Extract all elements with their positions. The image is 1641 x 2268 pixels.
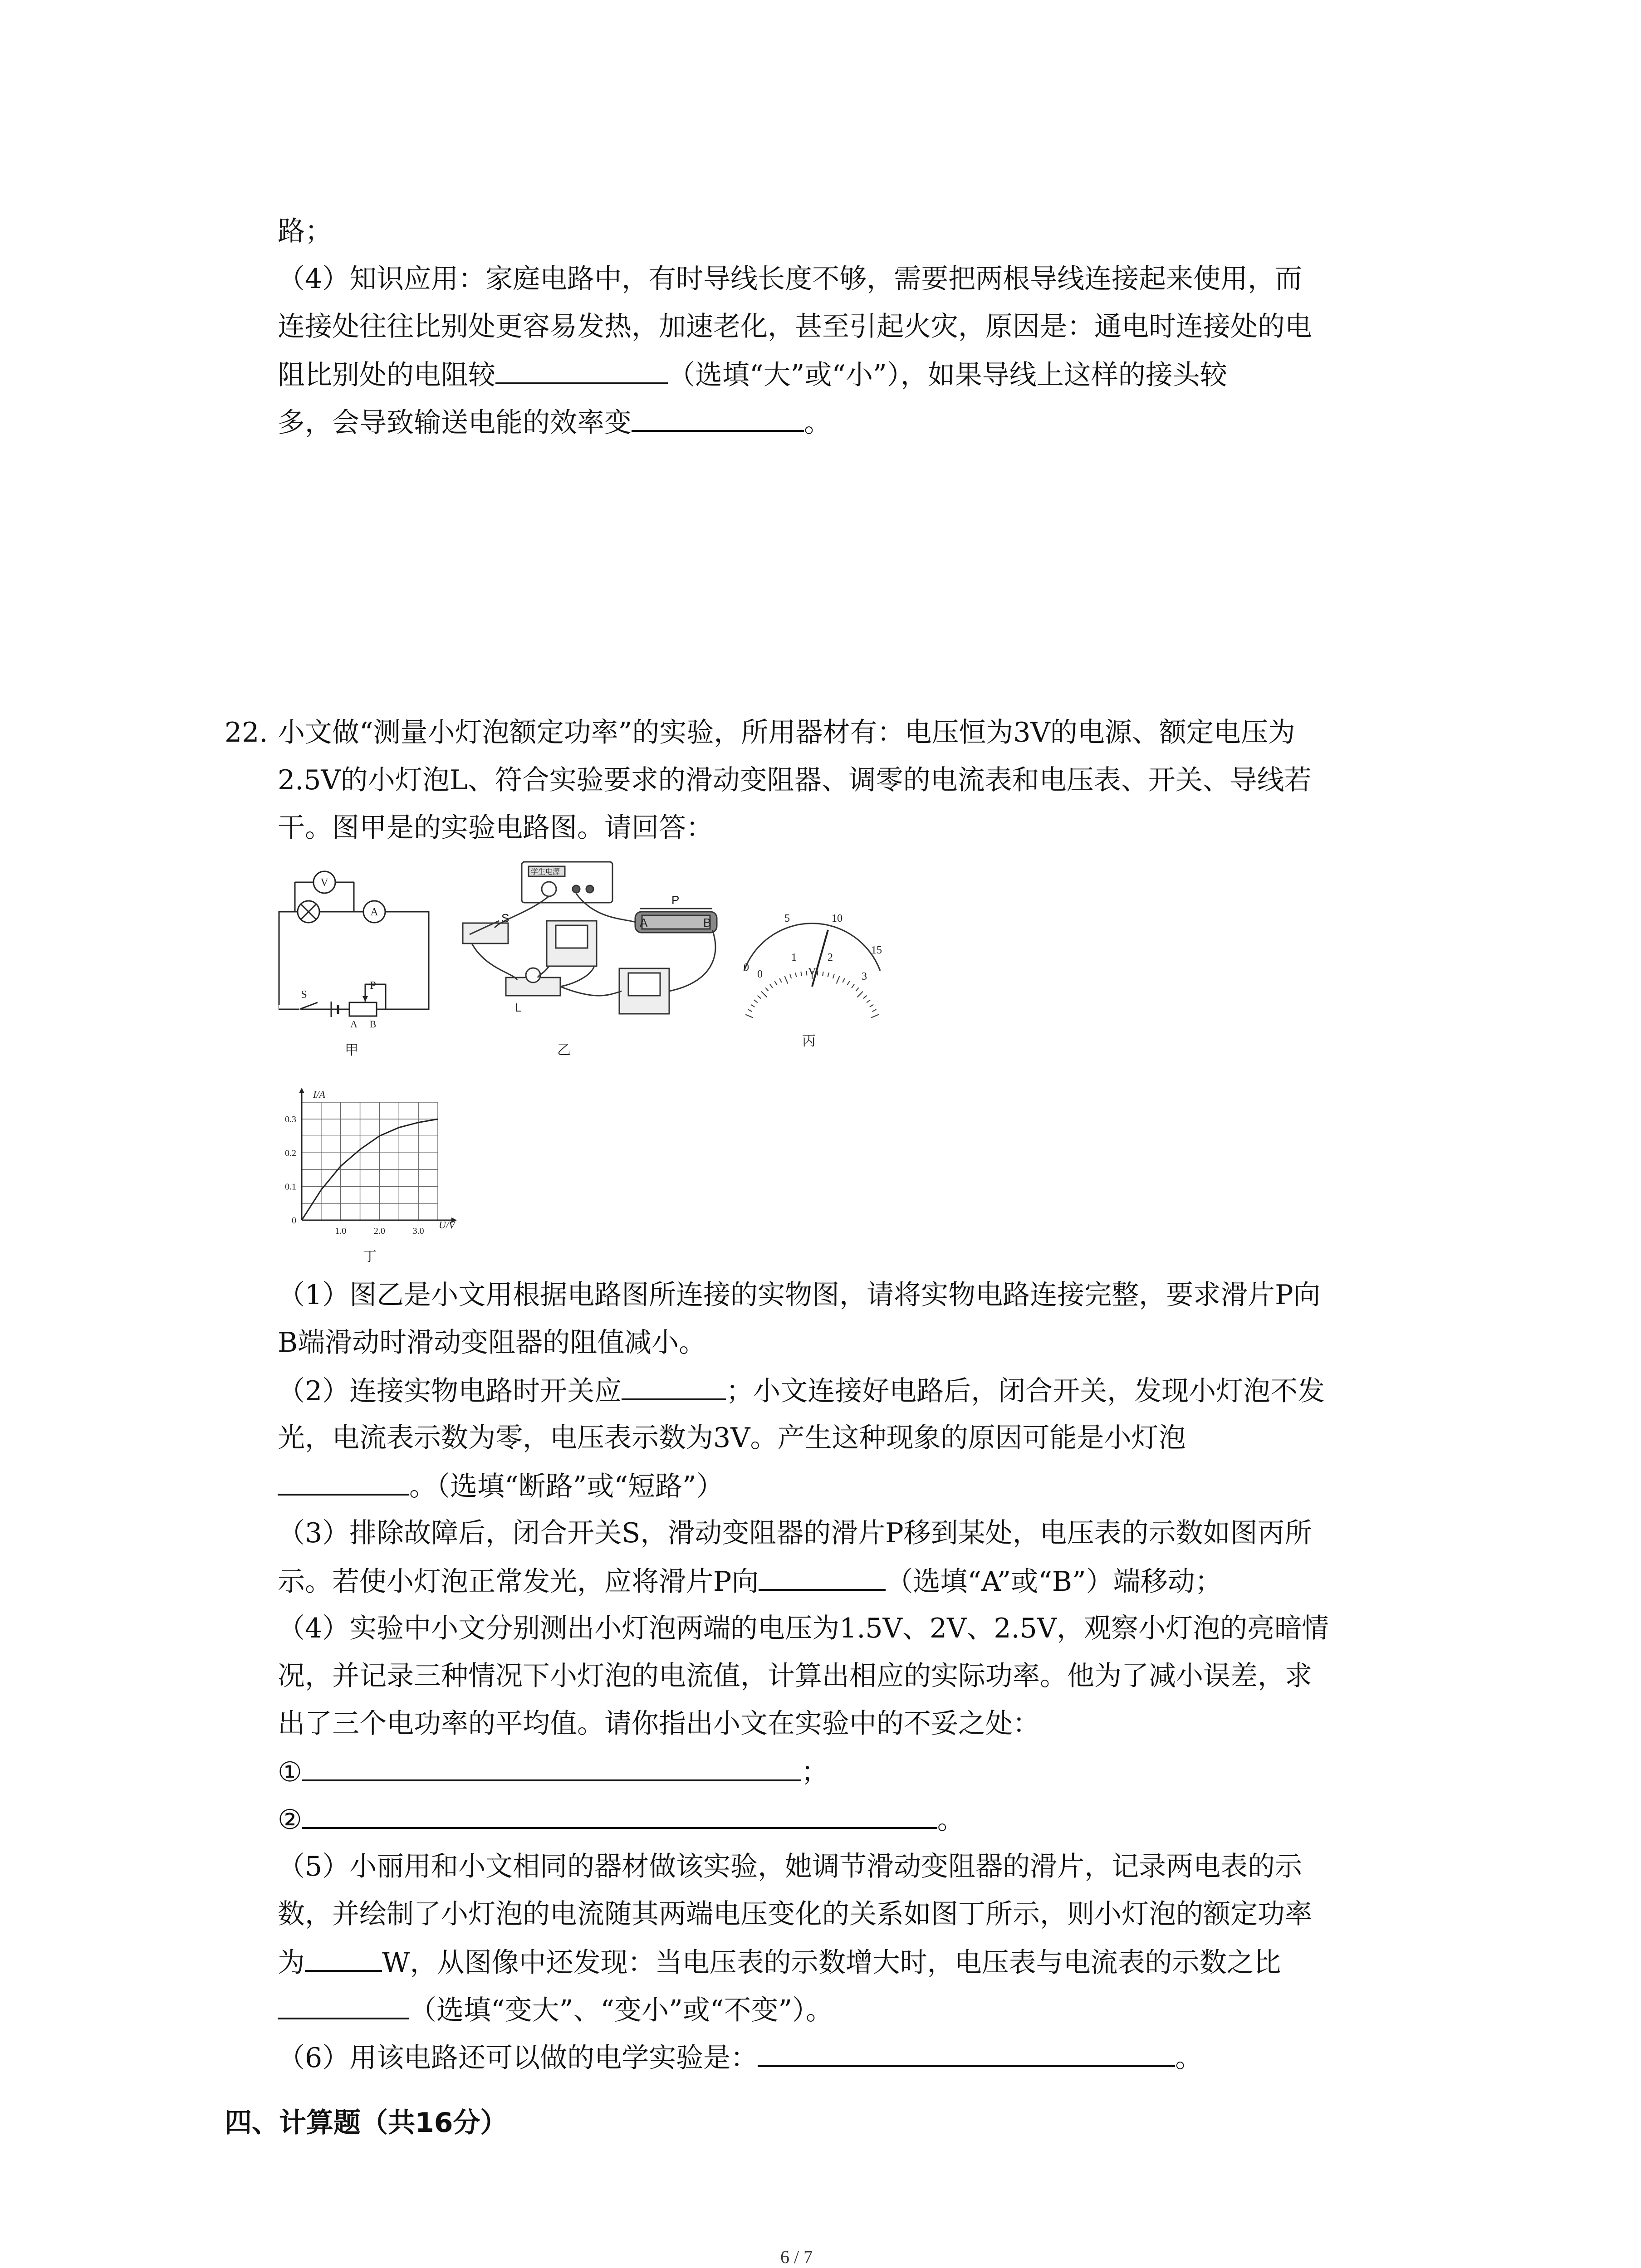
text-segment: 。 xyxy=(1175,2042,1203,2074)
text-line: （1）图乙是小文用根据电路图所连接的实物图，请将实物电路连接完整，要求滑片P向 xyxy=(278,1279,1321,1311)
text-line: 干。图甲是的实验电路图。请回答： xyxy=(278,812,713,844)
text-segment: （6）用该电路还可以做的电学实验是： xyxy=(278,2042,758,2074)
label-P: P xyxy=(370,980,376,992)
answer-blank[interactable] xyxy=(622,1372,726,1400)
text-segment: 。 xyxy=(937,1804,965,1836)
text-line: （4）知识应用：家庭电路中，有时导线长度不够，需要把两根导线连接起来使用，而 xyxy=(278,263,1303,295)
x-tick-label: 2.0 xyxy=(373,1226,385,1236)
dial-tick xyxy=(837,976,840,984)
text-line xyxy=(278,1753,828,1790)
dial-tick xyxy=(847,981,849,985)
answer-blank[interactable] xyxy=(759,1563,886,1591)
text-line: （4）实验中小文分别测出小灯泡两端的电压为1.5V、2V、2.5V，观察小灯泡的亮暗情 xyxy=(278,1613,1329,1644)
caption-ding: 丁 xyxy=(363,1249,377,1265)
dial-bottom-3: 3 xyxy=(862,971,867,982)
text-line xyxy=(278,1801,965,1838)
dial-tick xyxy=(828,973,829,977)
dial-tick xyxy=(852,984,854,988)
dial-tick xyxy=(774,981,777,985)
text-line: 出了三个电功率的平均值。请你指出小文在实验中的不妥之处： xyxy=(278,1708,1040,1740)
text-line: 况，并记录三种情况下小灯泡的电流值，计算出相应的实际功率。他为了减小误差，求 xyxy=(278,1660,1312,1692)
text-line: 2.5V的小灯泡L、符合实验要求的滑动变阻器、调零的电流表和电压表、开关、导线若 xyxy=(278,764,1312,796)
text-line: 小文做“测量小灯泡额定功率”的实验，所用器材有：电压恒为3V的电源、额定电压为 xyxy=(278,717,1295,748)
dial-tick xyxy=(785,976,788,984)
dial-top-15: 15 xyxy=(871,944,882,956)
text-line: 连接处往往比别处更容易发热，加速老化，甚至引起火灾，原因是：通电时连接处的电 xyxy=(278,311,1312,342)
x-axis-label: U/V xyxy=(439,1219,455,1231)
dial-tick xyxy=(761,992,767,997)
dial-tick xyxy=(758,996,761,999)
text-line: （3）排除故障后，闭合开关S，滑动变阻器的滑片P移到某处，电压表的示数如图丙所 xyxy=(278,1517,1312,1549)
caption-jia: 甲 xyxy=(345,1042,358,1058)
dial-unit: V xyxy=(808,966,816,978)
y-tick-label: 0 xyxy=(292,1216,296,1226)
text-line xyxy=(278,2039,1202,2076)
text-segment: ； xyxy=(801,1756,828,1788)
dial-tick xyxy=(765,987,768,991)
text-segment: （选填“变大”、“变小”或“不变”）。 xyxy=(409,1994,833,2026)
y-tick-label: 0.2 xyxy=(285,1148,296,1158)
dial-tick xyxy=(748,1009,752,1012)
answer-blank[interactable] xyxy=(305,1944,382,1972)
dial-tick xyxy=(795,973,796,977)
dial-tick xyxy=(745,1014,753,1017)
dial-tick xyxy=(770,984,773,988)
text-segment: 。 xyxy=(804,407,831,439)
dial-tick xyxy=(751,1005,754,1007)
text-line xyxy=(278,356,1227,393)
dial-tick xyxy=(857,992,863,997)
text-line: 光，电流表示数为零，电压表示数为3V。产生这种现象的原因可能是小灯泡 xyxy=(278,1422,1186,1454)
text-segment: ② xyxy=(278,1804,302,1836)
dial-tick xyxy=(843,978,844,982)
text-line: B端滑动时滑动变阻器的阻值减小。 xyxy=(278,1327,706,1359)
text-segment: 多，会导致输送电能的效率变 xyxy=(278,407,632,439)
answer-blank[interactable] xyxy=(758,2039,1175,2067)
label-L: L xyxy=(515,1001,522,1014)
text-line xyxy=(278,1991,833,2028)
answer-blank[interactable] xyxy=(278,1467,409,1496)
label-A: A xyxy=(370,906,378,918)
question-number: 22. xyxy=(225,717,268,748)
text-segment: ；小文连接好电路后，闭合开关，发现小灯泡不发 xyxy=(726,1375,1325,1407)
dial-bottom-0: 0 xyxy=(757,968,763,980)
text-segment: W，从图像中还发现：当电压表的示数增大时，电压表与电流表的示数之比 xyxy=(382,1947,1281,1979)
label-S: S xyxy=(301,989,307,1001)
label-A-end: A xyxy=(350,1018,358,1030)
dial-tick xyxy=(867,1000,870,1002)
answer-blank[interactable] xyxy=(302,1753,801,1781)
answer-blank[interactable] xyxy=(495,356,668,384)
dial-top-0: 0 xyxy=(744,962,749,973)
y-axis-arrow xyxy=(299,1088,304,1093)
page-number: 6 / 7 xyxy=(780,2247,813,2267)
text-segment: 阻比别处的电阻较 xyxy=(278,359,495,391)
text-segment: 。（选填“断路”或“短路”） xyxy=(409,1471,724,1502)
text-segment: 为 xyxy=(278,1947,305,1979)
answer-blank[interactable] xyxy=(278,1991,409,2019)
answer-blank[interactable] xyxy=(302,1801,937,1829)
circuit-diagram-jia xyxy=(272,857,440,1030)
label-P: P xyxy=(671,893,680,907)
label-B: B xyxy=(703,916,711,929)
text-line: 路； xyxy=(278,215,332,247)
physical-circuit-yi xyxy=(458,855,726,1046)
caption-yi: 乙 xyxy=(557,1042,571,1058)
y-tick-label: 0.1 xyxy=(285,1182,296,1192)
dial-needle xyxy=(812,930,828,987)
label-power-supply: 学生电源 xyxy=(531,868,560,876)
voltmeter-dial-bing xyxy=(735,903,889,989)
text-line xyxy=(278,1467,724,1505)
caption-bing: 丙 xyxy=(802,1033,816,1049)
text-segment: （选填“A”或“B”）端移动； xyxy=(886,1566,1222,1598)
dial-top-5: 5 xyxy=(784,913,790,924)
y-tick-label: 0.3 xyxy=(285,1114,296,1125)
label-A: A xyxy=(640,916,648,929)
text-line xyxy=(278,1563,1222,1600)
dial-bottom-2: 2 xyxy=(828,952,833,963)
dial-tick xyxy=(801,972,802,976)
dial-bottom-1: 1 xyxy=(791,952,797,963)
dial-tick xyxy=(833,974,834,979)
y-axis-label: I/A xyxy=(313,1089,325,1100)
label-S: S xyxy=(501,911,509,925)
text-segment: （2）连接实物电路时开关应 xyxy=(278,1375,622,1407)
iu-graph-ding xyxy=(274,1084,465,1243)
x-tick-label: 1.0 xyxy=(335,1226,347,1236)
dial-tick xyxy=(856,987,858,991)
dial-tick xyxy=(754,1000,758,1002)
label-B-end: B xyxy=(369,1018,377,1030)
text-line: 数，并绘制了小灯泡的电流随其两端电压变化的关系如图丁所示，则小灯泡的额定功率 xyxy=(278,1898,1312,1930)
text-line: （5）小丽用和小文相同的器材做该实验，她调节滑动变阻器的滑片，记录两电表的示 xyxy=(278,1851,1303,1882)
text-line xyxy=(278,1372,1325,1409)
x-tick-label: 3.0 xyxy=(412,1226,424,1236)
dial-tick xyxy=(790,974,791,979)
dial-tick xyxy=(871,1014,879,1017)
section-heading: 四、计算题（共16分） xyxy=(225,2107,508,2139)
answer-blank[interactable] xyxy=(632,404,804,432)
dial-tick xyxy=(870,1005,873,1007)
dial-tick xyxy=(863,996,867,999)
text-segment: 示。若使小灯泡正常发光，应将滑片P向 xyxy=(278,1566,759,1598)
text-segment: ① xyxy=(278,1756,302,1788)
label-V: V xyxy=(320,877,328,889)
text-segment: （选填“大”或“小”），如果导线上这样的接头较 xyxy=(668,359,1227,391)
text-line xyxy=(278,1944,1281,1981)
text-line xyxy=(278,404,831,441)
dial-tick xyxy=(872,1009,877,1012)
dial-top-10: 10 xyxy=(832,913,843,924)
dial-tick xyxy=(779,978,781,982)
